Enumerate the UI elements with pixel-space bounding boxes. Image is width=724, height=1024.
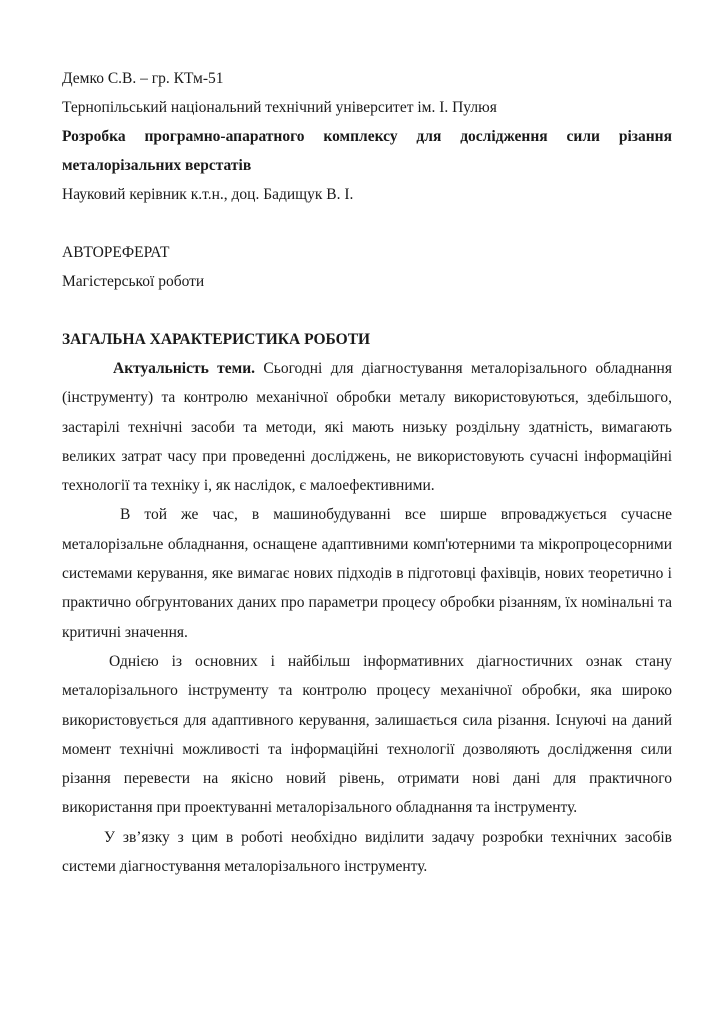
- document-page: [62, 64, 672, 881]
- university-line: Тернопільський національний технічний університет ім. І. Пулюя: [62, 99, 497, 116]
- abstract-label: АВТОРЕФЕРАТ: [62, 244, 170, 261]
- abstract-subtitle: Магістерської роботи: [62, 273, 205, 290]
- spacer: [62, 209, 672, 238]
- section-heading: ЗАГАЛЬНА ХАРАКТЕРИСТИКА РОБОТИ: [62, 331, 371, 348]
- thesis-title: Розробка програмно-апаратного комплексу для дослідження сили різання металорізальних верстатів: [62, 128, 672, 174]
- paragraph-4: У зв’язку з цим в роботі необхідно виділити задачу розробки технічних засобів системи діагностування металорізального інструменту.: [62, 828, 672, 876]
- relevance-label: Актуальність теми.: [113, 360, 256, 377]
- relevance-text: Сьогодні для діагностування металорізального обладнання (інструменту) та контролю механічної обробки металу використовуються, здебільшого, застарілі технічні засоби та методи, які мають низьку роздільну здатність, вимагають великих затрат часу при проведенні досліджень, не використовують сучасні інформаційні технології та техніку і, як наслідок, є малоефективними.: [62, 360, 672, 495]
- paragraph-relevance: [62, 354, 672, 500]
- spacer: [62, 296, 672, 325]
- supervisor-line: Науковий керівник к.т.н., доц. Бадищук В. І.: [62, 186, 354, 203]
- paragraph-3: Однією із основних і найбільш інформативних діагностичних ознак стану металорізального інструменту та контролю процесу механічної обробки, яка широко використовується для адаптивного керування, залишається сила різання. Існуючі на даний момент технічні можливості та інформаційні технології дозволяють дослідження сили різання перевести на якісно новий рівень, отримати нові дані для практичного використання при проектуванні металорізального обладнання та інструменту.: [62, 652, 672, 817]
- author-line: Демко С.В. – гр. КТм-51: [62, 70, 224, 87]
- paragraph-2: В той же час, в машинобудуванні все ширше впроваджується сучасне металорізальне обладнання, оснащене адаптивними комп'ютерними та мікропроцесорними системами керування, яке вимагає нових підходів в підготовці фахівців, нових теоретично і практично обгрунтованих даних про параметри процесу обробки різанням, їх номінальні та критичні значення.: [62, 506, 672, 641]
